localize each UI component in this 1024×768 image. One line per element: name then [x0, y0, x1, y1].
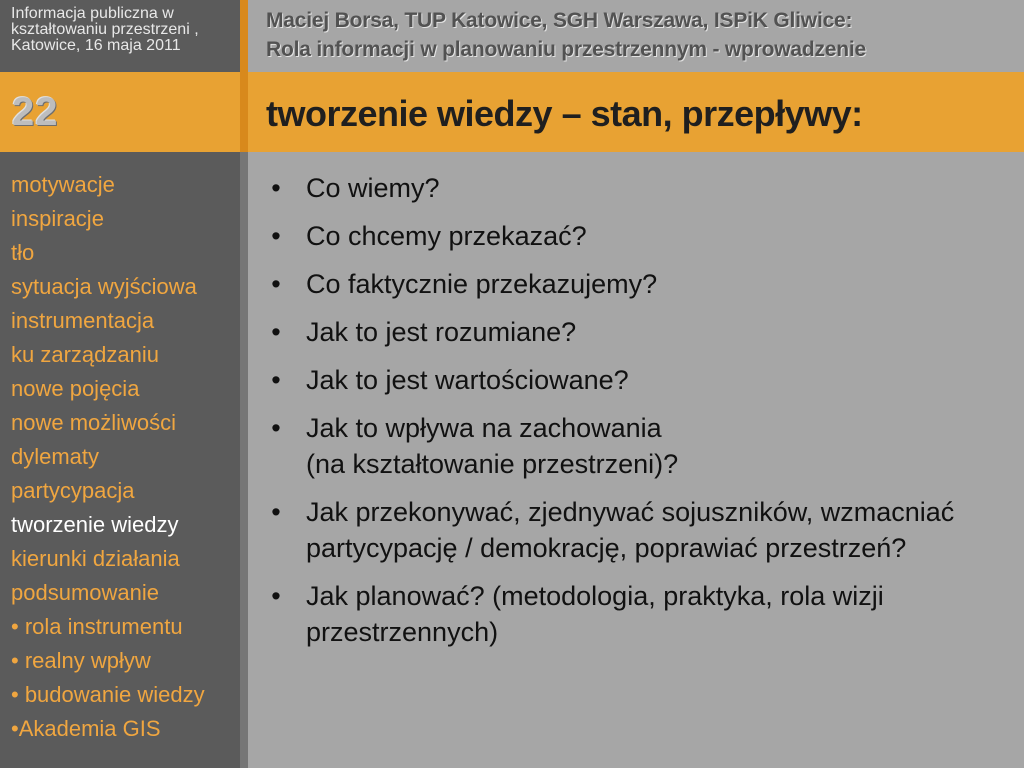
sidebar-item-8[interactable]: dylematy	[11, 444, 100, 469]
slide-title: tworzenie wiedzy – stan, przepływy:	[266, 93, 863, 134]
bullet-text: Co faktycznie przekazujemy?	[306, 269, 658, 299]
author-line-1: Maciej Borsa, TUP Katowice, SGH Warszawa, ISPiK Gliwice:	[266, 9, 853, 32]
event-info: Informacja publiczna w kształtowaniu przestrzeni , Katowice, 16 maja 2011	[11, 5, 199, 54]
sidebar-item-3[interactable]: sytuacja wyjściowa	[11, 274, 197, 299]
sidebar-item-4[interactable]: instrumentacja	[11, 308, 155, 333]
bullet-dot-icon: •	[271, 497, 281, 527]
sidebar-item-7[interactable]: nowe możliwości	[11, 410, 177, 435]
bullet-item	[266, 266, 1006, 302]
sidebar-item-11[interactable]: kierunki działania	[11, 546, 180, 571]
sidebar-item-15[interactable]: • budowanie wiedzy	[11, 682, 205, 707]
sidebar-nav	[11, 168, 239, 746]
sidebar-item-14[interactable]: • realny wpływ	[11, 648, 151, 673]
slide-number: 22	[12, 90, 59, 134]
bullet-dot-icon: •	[271, 365, 281, 395]
bullet-text: Jak to jest wartościowane?	[306, 365, 629, 395]
sidebar-item-1[interactable]: inspiracje	[11, 206, 104, 231]
header-info-panel	[0, 0, 240, 72]
bullet-text: Jak to wpływa na zachowania	[306, 413, 662, 443]
sidebar-item-2[interactable]: tło	[11, 240, 35, 265]
bullet-text-continued: przestrzennych)	[306, 617, 499, 647]
bullet-dot-icon: •	[271, 173, 281, 203]
sidebar-item-6[interactable]: nowe pojęcia	[11, 376, 140, 401]
bullet-dot-icon: •	[271, 413, 281, 443]
bullet-item	[266, 578, 1006, 650]
sidebar-item-16[interactable]: •Akademia GIS	[11, 716, 161, 741]
bullet-item	[266, 362, 1006, 398]
bullet-dot-icon: •	[271, 581, 281, 611]
bullet-text: Co wiemy?	[306, 173, 440, 203]
bullet-item	[266, 410, 1006, 482]
bullet-item	[266, 494, 1006, 566]
bullet-text-continued: partycypację / demokrację, poprawiać przestrzeń?	[306, 533, 907, 563]
bullet-item	[266, 314, 1006, 350]
sidebar-item-9[interactable]: partycypacja	[11, 478, 135, 503]
bullet-text: Jak przekonywać, zjednywać sojuszników, wzmacniać	[306, 497, 955, 527]
bullet-item	[266, 170, 1006, 206]
author-line-2: Rola informacji w planowaniu przestrzennym - wprowadzenie	[266, 38, 867, 61]
bullet-dot-icon: •	[271, 269, 281, 299]
bullet-item	[266, 218, 1006, 254]
sidebar-item-0[interactable]: motywacje	[11, 172, 115, 197]
bullet-dot-icon: •	[271, 221, 281, 251]
bullet-text: Jak to jest rozumiane?	[306, 317, 577, 347]
sidebar-item-active[interactable]: tworzenie wiedzy	[11, 512, 179, 537]
sidebar-divider	[240, 152, 248, 768]
header-divider	[240, 0, 248, 152]
header-author-panel	[240, 0, 1024, 72]
bullet-text-continued: (na kształtowanie przestrzeni)?	[306, 449, 679, 479]
sidebar-item-12[interactable]: podsumowanie	[11, 580, 159, 605]
bullet-text: Co chcemy przekazać?	[306, 221, 587, 251]
sidebar-item-5[interactable]: ku zarządzaniu	[11, 342, 159, 367]
bullet-text: Jak planować? (metodologia, praktyka, rola wizji	[306, 581, 884, 611]
sidebar-item-13[interactable]: • rola instrumentu	[11, 614, 183, 639]
bullet-list	[266, 170, 1006, 662]
bullet-dot-icon: •	[271, 317, 281, 347]
